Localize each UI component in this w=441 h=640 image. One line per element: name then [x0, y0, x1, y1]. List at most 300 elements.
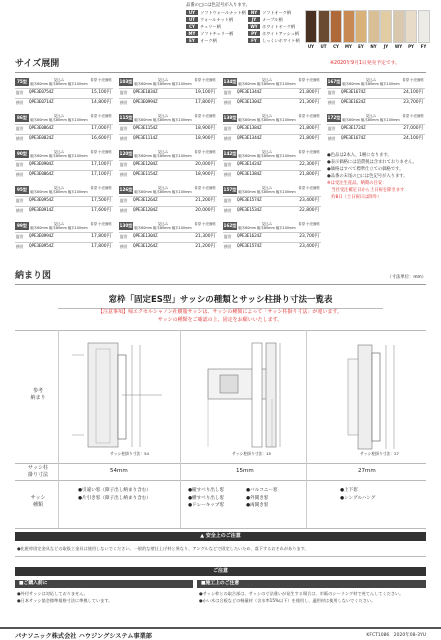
model-header-depth: 見込み: [157, 150, 169, 154]
color-legend-row: [186, 10, 246, 16]
caution-left-title: ■ご購入前に: [15, 580, 193, 588]
model-header: [30, 222, 88, 230]
model-header-price: 希望 小売価格: [298, 150, 320, 154]
model-header-depth: 見込み: [53, 186, 65, 190]
model-row-price: 21,200円: [195, 198, 215, 203]
color-name: メープル柄: [262, 17, 283, 22]
color-legend-row: [248, 31, 299, 37]
color-legend-row: [248, 38, 300, 44]
model-header-price: 希望 小売価格: [90, 114, 112, 118]
model-row: [119, 232, 217, 240]
model-type-badge: 99型: [16, 223, 27, 228]
model-row: [15, 232, 113, 240]
row-label-type-text: サッシ 種類: [30, 495, 46, 508]
model-header-price: 希望 小売価格: [298, 222, 320, 226]
model-header-depth: 見込み: [53, 222, 65, 226]
model-row-price: 17,000円: [91, 126, 111, 131]
model-row-code: QPE3E1384Z: [237, 126, 262, 131]
ordering-note: 約8日（土日祝日は除外）: [327, 195, 382, 200]
color-code-badge: JY: [248, 17, 260, 22]
model-row-price: 22,300円: [299, 162, 319, 167]
model-row-code: QPE3E1674Z: [341, 136, 366, 141]
model-header-depth: 見込み: [261, 78, 273, 82]
model-row-price: 17,500円: [91, 198, 111, 203]
model-block: [119, 78, 217, 112]
model-row: [223, 232, 321, 240]
diagram-caption-2: サッシ柱掛り寸法：15: [232, 451, 271, 456]
model-row-orientation: 縦用: [328, 126, 336, 131]
dim-col-3: 27mm: [358, 468, 376, 474]
model-header-price: 希望 小売価格: [402, 78, 424, 82]
model-row-code: QPE3E1724Z: [341, 126, 366, 131]
model-header-price: 希望 小売価格: [90, 186, 112, 190]
model-header-depth: 見込み: [53, 150, 65, 154]
model-header-price: 希望 小売価格: [194, 150, 216, 154]
table-rule-2: [15, 463, 426, 464]
color-name: オーク柄: [200, 38, 217, 43]
caution-right-item: ●サッシ枠との取合部は、サッシの寸法違いが発生する場合は、市販のシーリング材で充てんしてください。: [199, 591, 404, 596]
color-name: しっくいホワイト柄: [262, 38, 300, 43]
model-row: [119, 134, 217, 142]
model-row: [119, 242, 217, 250]
sash-type-item: ●縦すべり出し窓: [188, 488, 225, 493]
model-row-price: 14,800円: [91, 100, 111, 105]
caution-right-title: ■施工上のご注意: [197, 580, 426, 588]
model-row-orientation: 縦用: [120, 126, 128, 131]
diagram-col-3: [312, 335, 422, 459]
model-row-orientation: 縦用: [224, 198, 232, 203]
model-row-price: 21,800円: [299, 126, 319, 131]
model-row-price: 21,200円: [195, 244, 215, 249]
model-row-code: QPE3E0994Z: [29, 234, 54, 239]
main-table-title: 窓枠「固定ES型」サッシの種類とサッシ柱掛り寸法一覧表: [58, 293, 383, 309]
model-row-orientation: 横用: [224, 244, 232, 249]
model-row-orientation: 縦用: [120, 162, 128, 167]
model-row-price: 18,900円: [195, 126, 215, 131]
model-block: [223, 150, 321, 184]
sash-type-item: ●バルコニー窓: [246, 488, 278, 493]
sash-type-item: ●両開き窓: [246, 503, 269, 508]
model-row-code: QPE3E1384Z: [237, 172, 262, 177]
model-row-code: QPE3E1424Z: [237, 162, 262, 167]
model-row-price: 22,800円: [299, 208, 319, 213]
model-header-baseboard: 幅木60mm 幅木80mm 幅木100mm: [238, 118, 296, 122]
diagram-col-2: [186, 335, 302, 459]
model-header: [134, 150, 192, 158]
caution-left-item: ●日本サッシ協会標準規格寸法に準拠しています。: [17, 598, 113, 603]
model-header-baseboard: 幅木60mm 幅木80mm 幅木100mm: [342, 82, 400, 86]
model-header-price: 希望 小売価格: [298, 186, 320, 190]
model-type-badge: 172型: [327, 115, 341, 120]
model-row: [223, 88, 321, 96]
safety-bar: ▲ 安全上のご注意: [15, 532, 426, 541]
color-swatch: [393, 10, 405, 43]
company-name: パナソニック株式会社 ハウジングシステム事業部: [15, 633, 152, 640]
color-swatch-code: NY: [370, 44, 377, 49]
sash-type-item: ●横すべり出し窓: [188, 495, 225, 501]
model-header-baseboard: 幅木60mm 幅木80mm 幅木100mm: [134, 226, 192, 230]
model-row-orientation: 縦用: [224, 126, 232, 131]
color-legend-row: [186, 17, 233, 23]
model-header-baseboard: 幅木60mm 幅木80mm 幅木100mm: [134, 190, 192, 194]
color-swatch-code: UT: [320, 44, 327, 49]
model-row-code: QPE3E1674Z: [341, 90, 366, 95]
model-row: [15, 206, 113, 214]
model-header: [134, 186, 192, 194]
model-block: [15, 222, 113, 256]
color-swatch: [355, 10, 367, 43]
color-legend-row: [186, 38, 217, 44]
model-row: [15, 242, 113, 250]
model-block: [15, 114, 113, 148]
model-row-code: QPE3E0864Z: [29, 126, 54, 131]
model-row-orientation: 縦用: [16, 126, 24, 131]
release-note: ※2020年9月1日発売予定です。: [330, 61, 400, 66]
model-row-price: 21,800円: [299, 90, 319, 95]
model-row-orientation: 横用: [16, 100, 24, 105]
footer: [0, 627, 441, 640]
color-code-badge: EY: [186, 38, 198, 43]
sash-types-col-2b: [246, 487, 278, 510]
model-row: [119, 98, 217, 106]
color-code-badge: FY: [248, 38, 260, 43]
caution-left-item: ●外付サッシは対応しておりません。: [17, 591, 88, 596]
sash-type-item: ●上下窓: [340, 488, 358, 493]
model-header: [30, 78, 88, 86]
color-swatch: [330, 10, 342, 43]
model-row-code: QPE3E1534Z: [237, 208, 262, 213]
model-type-badge: 120型: [119, 151, 133, 156]
model-header-depth: 見込み: [261, 114, 273, 118]
model-row: [327, 88, 425, 96]
sash-types-col-2a: [188, 487, 224, 510]
model-type-badge: 115型: [119, 115, 133, 120]
model-row-orientation: 縦用: [224, 162, 232, 167]
model-type-badge: 130型: [119, 223, 133, 228]
color-legend-title: 品番の□には色記号が入ります。: [186, 3, 250, 8]
model-header: [238, 150, 296, 158]
model-row-orientation: 縦用: [16, 162, 24, 167]
model-row: [119, 124, 217, 132]
sash-type-item: ●外開き窓: [246, 495, 269, 501]
diagram-caption-3: サッシ柱掛り寸法：27: [360, 451, 399, 456]
model-header: [134, 222, 192, 230]
model-row-orientation: 横用: [120, 172, 128, 177]
model-row-code: QPE3E1624Z: [237, 234, 262, 239]
model-row-orientation: 横用: [16, 136, 24, 141]
sash-types-col-1: [78, 487, 151, 502]
model-block: [15, 78, 113, 112]
model-header-baseboard: 幅木60mm 幅木80mm 幅木100mm: [30, 154, 88, 158]
color-name: ホワイトオーク柄: [262, 24, 296, 29]
dim-col-2: 15mm: [236, 468, 254, 474]
color-swatch-code: CY: [333, 44, 339, 49]
sash-type-item: ●シングルハング: [340, 495, 376, 501]
color-name: チェリー柄: [200, 24, 221, 29]
model-row-orientation: 横用: [120, 244, 128, 249]
color-swatch-code: UY: [307, 44, 315, 49]
model-row-code: QPE3E1304Z: [237, 100, 262, 105]
model-block: [223, 78, 321, 112]
model-header: [342, 78, 400, 86]
model-row-price: 17,800円: [91, 234, 111, 239]
model-block: [15, 186, 113, 220]
model-type-badge: 142型: [223, 151, 237, 156]
model-row-price: 21,800円: [299, 172, 319, 177]
model-row-code: QPE3E1204Z: [133, 208, 158, 213]
model-type-badge: 162型: [223, 223, 237, 228]
table-col-divider-3: [306, 330, 307, 528]
dim-col-1: 54mm: [110, 468, 128, 474]
row-label-dimension-text: サッシ柱 掛り寸法: [27, 465, 48, 478]
model-header-baseboard: 幅木60mm 幅木80mm 幅木100mm: [238, 190, 296, 194]
model-row-code: QPE3E1034Z: [133, 90, 158, 95]
model-row-price: 21,300円: [195, 234, 215, 239]
model-row-code: QPE3E1264Z: [133, 244, 158, 249]
row-label-dimension: [18, 465, 58, 479]
model-row-orientation: 横用: [224, 208, 232, 213]
model-block: [327, 114, 425, 148]
model-header-baseboard: 幅木60mm 幅木80mm 幅木100mm: [342, 118, 400, 122]
model-row-orientation: 縦用: [16, 90, 24, 95]
model-row-orientation: 縦用: [224, 90, 232, 95]
model-row-price: 23,700円: [403, 100, 423, 105]
model-block: [223, 186, 321, 220]
model-type-badge: 138型: [223, 115, 237, 120]
safety-text: ●化粧枠固定金具などの取扱工金具は使用しないでください。一般的な壁仕上げ材と異なり、アングルなどで固定したいため、落下するおそれがあります。: [17, 546, 309, 551]
color-code-badge: CY: [186, 24, 198, 29]
model-row-price: 24,100円: [403, 136, 423, 141]
model-header: [238, 186, 296, 194]
model-row-code: QPE3E0864Z: [29, 172, 54, 177]
model-row-code: QPE3E1574Z: [237, 244, 262, 249]
model-row-price: 17,100円: [91, 172, 111, 177]
model-header-price: 希望 小売価格: [298, 78, 320, 82]
model-row: [223, 124, 321, 132]
model-block: [223, 222, 321, 256]
model-header-baseboard: 幅木60mm 幅木80mm 幅木100mm: [238, 226, 296, 230]
model-block: [327, 78, 425, 112]
model-row-code: QPE3E1344Z: [237, 136, 262, 141]
sash-types-col-3: [340, 487, 375, 502]
table-col-divider-1: [58, 330, 59, 528]
model-type-badge: 157型: [223, 187, 237, 192]
color-name: ソフトウォールナット柄: [200, 10, 246, 15]
fit-section-title: 納まり図: [15, 271, 52, 281]
model-row-code: QPE3E0914Z: [29, 208, 54, 213]
color-code-badge: UT: [186, 17, 198, 22]
table-rule-3: [15, 480, 426, 481]
row-label-reference-text: 参考 納まり: [30, 388, 46, 401]
model-header-baseboard: 幅木60mm 幅木80mm 幅木100mm: [134, 118, 192, 122]
model-row-orientation: 縦用: [224, 234, 232, 239]
model-header-depth: 見込み: [261, 222, 273, 226]
model-header-baseboard: 幅木60mm 幅木80mm 幅木100mm: [30, 226, 88, 230]
model-block: [119, 186, 217, 220]
model-header: [30, 186, 88, 194]
model-header-depth: 見込み: [157, 78, 169, 82]
model-row-code: QPE3E0954Z: [29, 198, 54, 203]
color-swatch-code: MY: [345, 44, 352, 49]
color-code-badge: NY: [248, 10, 260, 15]
model-row-price: 18,900円: [195, 172, 215, 177]
model-row-orientation: 縦用: [16, 234, 24, 239]
model-row: [15, 160, 113, 168]
model-row-price: 21,300円: [299, 100, 319, 105]
model-row-price: 19,100円: [195, 90, 215, 95]
color-legend-row: [248, 24, 295, 30]
model-header-baseboard: 幅木60mm 幅木80mm 幅木100mm: [238, 82, 296, 86]
model-row-price: 17,800円: [91, 244, 111, 249]
model-row: [223, 160, 321, 168]
size-section-rule: [15, 72, 426, 73]
color-code-badge: UY: [186, 10, 198, 15]
model-block: [223, 114, 321, 148]
model-header-baseboard: 幅木60mm 幅木80mm 幅木100mm: [30, 82, 88, 86]
model-type-badge: 134型: [223, 79, 237, 84]
color-swatch: [343, 10, 355, 43]
model-row: [119, 160, 217, 168]
model-row-code: QPE3E1574Z: [237, 198, 262, 203]
color-swatch-code: JY: [383, 44, 389, 49]
model-block: [15, 150, 113, 184]
model-header-depth: 見込み: [157, 222, 169, 226]
model-row-orientation: 横用: [224, 136, 232, 141]
ordering-note: 当社受注確定日から土日祝を除きます: [327, 188, 405, 193]
color-swatch-code: PY: [408, 44, 414, 49]
model-row-code: QPE3E0954Z: [29, 244, 54, 249]
color-swatch: [380, 10, 392, 43]
color-legend-row: [248, 17, 283, 23]
model-row: [223, 206, 321, 214]
model-row: [119, 170, 217, 178]
model-header-depth: 見込み: [157, 186, 169, 190]
caution-bar: ご注意: [15, 567, 426, 576]
model-row: [119, 196, 217, 204]
model-row: [15, 134, 113, 142]
model-row-orientation: 横用: [328, 136, 336, 141]
model-header-price: 希望 小売価格: [194, 114, 216, 118]
model-row: [223, 134, 321, 142]
model-type-badge: 90型: [16, 151, 27, 156]
model-row-orientation: 縦用: [120, 234, 128, 239]
model-header-price: 希望 小売価格: [90, 78, 112, 82]
model-header-baseboard: 幅木60mm 幅木80mm 幅木100mm: [30, 118, 88, 122]
model-row-price: 17,800円: [195, 100, 215, 105]
model-row: [15, 124, 113, 132]
model-row: [327, 134, 425, 142]
model-row: [119, 88, 217, 96]
color-name: ソフトオーク柄: [262, 10, 292, 15]
model-header-depth: 見込み: [53, 114, 65, 118]
model-type-badge: 126型: [119, 187, 133, 192]
row-label-reference: [18, 388, 58, 402]
model-header-price: 希望 小売価格: [90, 222, 112, 226]
model-row-orientation: 縦用: [120, 90, 128, 95]
color-code-badge: PY: [248, 31, 260, 36]
model-header: [238, 114, 296, 122]
caution-right-body: [199, 590, 425, 604]
model-row-price: 23,700円: [299, 234, 319, 239]
model-row-code: QPE3E1264Z: [133, 198, 158, 203]
ordering-note: ●色品は2本入、1梱になります。: [327, 153, 392, 158]
color-legend-row: [186, 31, 233, 37]
model-row-price: 21,800円: [299, 136, 319, 141]
color-legend-row: [248, 10, 291, 16]
color-swatch: [305, 10, 317, 43]
model-header-depth: 見込み: [365, 78, 377, 82]
unit-note: （寸法単位：mm）: [387, 275, 426, 280]
color-swatch-code: FY: [420, 44, 427, 49]
document-code: KFCT1086 2020年08-3YU: [366, 633, 426, 638]
model-block: [119, 222, 217, 256]
table-col-divider-2: [180, 330, 181, 528]
model-row-price: 16,600円: [91, 136, 111, 141]
color-swatch-code: WY: [394, 44, 403, 49]
model-row-code: QPE3E1154Z: [133, 172, 158, 177]
sash-type-item: ●引違い窓（障子出し納まり含む）: [78, 488, 151, 493]
color-swatch: [418, 10, 430, 43]
size-section-title: サイズ展開: [15, 59, 60, 69]
model-header: [238, 222, 296, 230]
model-row: [223, 170, 321, 178]
ordering-note: ●品番の末尾の□には色記号が入ります。: [327, 174, 408, 179]
diagram-col-1: [62, 335, 176, 459]
model-row-orientation: 横用: [16, 244, 24, 249]
model-header-depth: 見込み: [261, 150, 273, 154]
model-row-orientation: 横用: [120, 100, 128, 105]
model-header: [30, 114, 88, 122]
color-legend-row: [186, 24, 221, 30]
model-row-code: QPE3E0994Z: [133, 100, 158, 105]
model-row-code: QPE3E1304Z: [133, 234, 158, 239]
sash-type-item: ●片引き窓（障子出し納まり含む）: [78, 495, 151, 501]
model-header-depth: 見込み: [157, 114, 169, 118]
caution-right-item: ●かい木は合板などの軽量材（含水率15%以下）を使用し、適用材は使用しないでください。: [199, 598, 376, 603]
model-row-code: QPE3E0904Z: [29, 162, 54, 167]
model-row: [15, 196, 113, 204]
model-row-code: QPE3E1624Z: [341, 100, 366, 105]
model-row-orientation: 横用: [16, 172, 24, 177]
model-header-depth: 見込み: [365, 114, 377, 118]
model-header-price: 希望 小売価格: [194, 186, 216, 190]
model-type-badge: 103型: [119, 79, 133, 84]
model-row-orientation: 横用: [224, 172, 232, 177]
model-row-price: 23,400円: [299, 198, 319, 203]
model-row-price: 17,600円: [91, 208, 111, 213]
model-row-orientation: 縦用: [120, 198, 128, 203]
safety-rule: [15, 556, 426, 557]
table-bottom-rule: [15, 528, 426, 529]
model-header-price: 希望 小売価格: [194, 222, 216, 226]
color-name: ホワイトアッシュ柄: [262, 31, 300, 36]
model-row-orientation: 横用: [224, 100, 232, 105]
color-swatch: [405, 10, 417, 43]
ordering-note: ●表示価格には消費税は含まれておりません。: [327, 160, 417, 165]
model-row-price: 27,000円: [403, 126, 423, 131]
model-row: [15, 170, 113, 178]
model-row-price: 20,000円: [195, 208, 215, 213]
model-row: [223, 242, 321, 250]
diagram-caption-1: サッシ柱掛り寸法：54: [110, 451, 149, 456]
model-header-price: 希望 小売価格: [298, 114, 320, 118]
sash-type-item: ●ドレーキップ窓: [188, 503, 225, 508]
table-top-rule: [15, 330, 426, 331]
fit-section-rule: [15, 284, 426, 285]
model-row-orientation: 横用: [120, 208, 128, 213]
model-header-depth: 見込み: [261, 186, 273, 190]
color-name: ソフトチェリー柄: [200, 31, 234, 36]
